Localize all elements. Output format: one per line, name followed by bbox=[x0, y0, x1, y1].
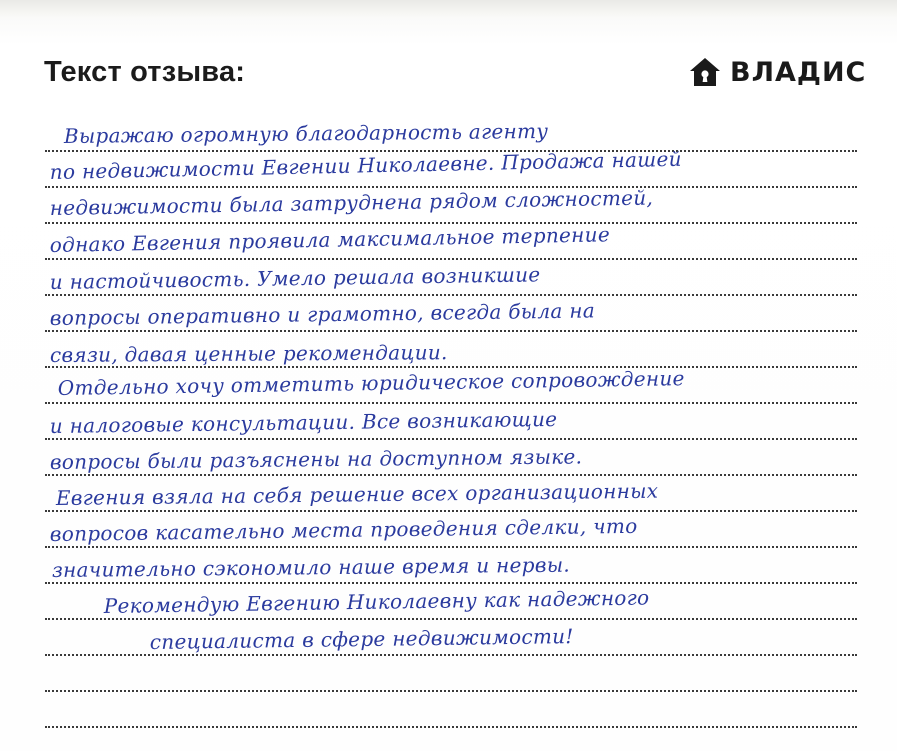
review-line: значительно сэкономило наше время и нервы. bbox=[51, 552, 571, 582]
review-line: и настойчивость. Умело решала возникшие bbox=[49, 262, 541, 294]
ruled-line bbox=[45, 510, 857, 512]
review-line: связи, давая ценные рекомендации. bbox=[49, 340, 448, 367]
ruled-line bbox=[45, 438, 857, 440]
form-title: Текст отзыва: bbox=[44, 56, 246, 88]
ruled-line bbox=[45, 186, 857, 188]
review-line: по недвижимости Евгении Николаевне. Продажа нашей bbox=[49, 146, 683, 184]
review-line: Евгения взяла на себя решение всех организационных bbox=[55, 478, 659, 510]
review-line: однако Евгения проявила максимальное терпение bbox=[49, 222, 611, 257]
review-line: Выражаю огромную благодарность агенту bbox=[63, 118, 549, 148]
ruled-line bbox=[45, 258, 857, 260]
ruled-line bbox=[45, 618, 857, 620]
ruled-line bbox=[45, 474, 857, 476]
review-line: вопросы оперативно и грамотно, всегда была на bbox=[49, 298, 596, 330]
ruled-line bbox=[45, 582, 857, 584]
review-line: Отдельно хочу отметить юридическое сопровождение bbox=[57, 366, 685, 400]
ruled-line bbox=[45, 294, 857, 296]
review-line: вопросов касательно места проведения сделки, что bbox=[49, 513, 638, 546]
ruled-line bbox=[45, 654, 857, 656]
brand-name: ВЛАДИС bbox=[730, 56, 867, 88]
ruled-line bbox=[45, 366, 857, 368]
ruled-line bbox=[45, 690, 857, 692]
ruled-line bbox=[45, 222, 857, 224]
ruled-line bbox=[45, 546, 857, 548]
review-line: вопросы были разъяснены на доступном языке. bbox=[49, 444, 583, 474]
ruled-line bbox=[45, 726, 857, 728]
ruled-line bbox=[45, 330, 857, 332]
review-line: недвижимости была затруднена рядом сложностей, bbox=[49, 185, 654, 220]
review-line: и налоговые консультации. Все возникающие bbox=[49, 406, 558, 438]
review-line: Рекомендую Евгению Николаевну как надежного bbox=[103, 585, 650, 618]
ruled-line bbox=[45, 402, 857, 404]
review-line: специалиста в сфере недвижимости! bbox=[149, 624, 574, 654]
